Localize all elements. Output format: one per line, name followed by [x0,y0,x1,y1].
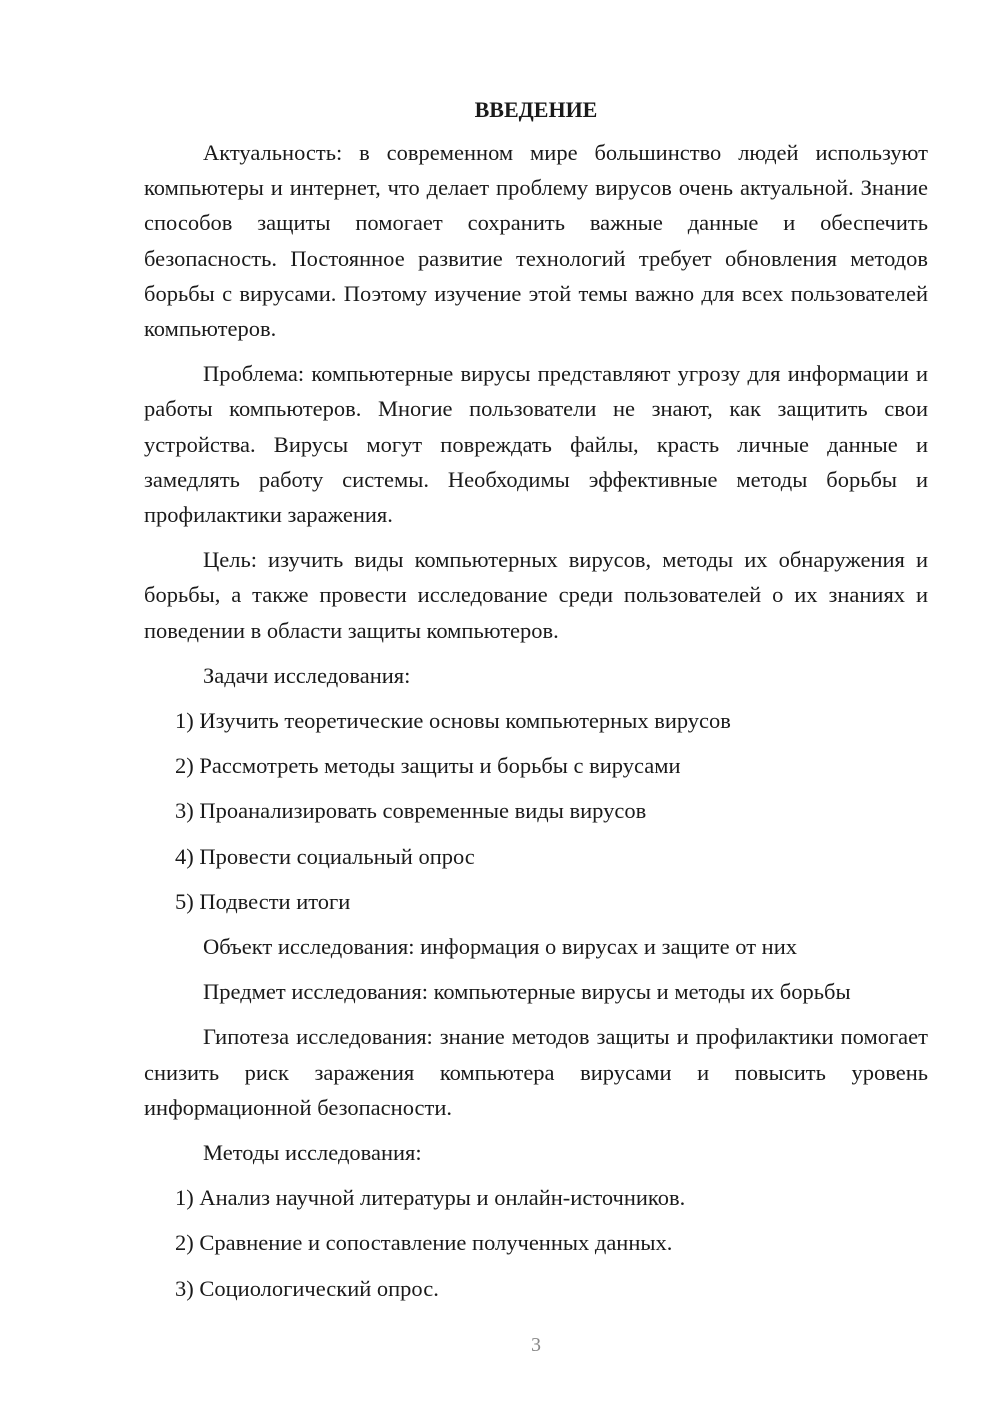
method-item-2: 2) Сравнение и сопоставление полученных данных. [175,1230,673,1256]
methods-heading: Методы исследования: [203,1140,422,1166]
task-item-3: 3) Проанализировать современные виды вирусов [175,798,647,824]
page-content [144,94,928,1316]
page-title: ВВЕДЕНИЕ [474,97,598,122]
method-item-3: 3) Социологический опрос. [175,1275,439,1301]
method-item-1: 1) Анализ научной литературы и онлайн-источников. [175,1185,686,1211]
task-item-5: 5) Подвести итоги [175,888,351,914]
page-number: 3 [531,1334,541,1356]
research-subject: Предмет исследования: компьютерные вирусы и методы их борьбы [203,979,851,1005]
task-item-2: 2) Рассмотреть методы защиты и борьбы с вирусами [175,753,681,779]
research-object: Объект исследования: информация о вирусах и защите от них [203,934,798,960]
relevance-paragraph: Актуальность: в современном мире большинство людей используют компьютеры и интернет, что делает проблему вирусов очень актуальной. Знание способов защиты помогает сохранить важные данные и обеспечить безопасность. Постоянное развитие технологий требует обновления методов борьбы с вирусами. Поэтому изучение этой темы важно для всех пользователей компьютеров. [144,140,928,342]
task-item-1: 1) Изучить теоретические основы компьютерных вирусов [175,708,731,734]
hypothesis-paragraph: Гипотеза исследования: знание методов защиты и профилактики помогает снизить риск заражения компьютера вирусами и повысить уровень информационной безопасности. [144,1024,928,1120]
task-item-4: 4) Провести социальный опрос [175,843,475,869]
problem-paragraph: Проблема: компьютерные вирусы представляют угрозу для информации и работы компьютеров. Многие пользователи не знают, как защитить свои устройства. Вирусы могут повреждать файлы, красть личные данные и замедлять работу системы. Необходимы эффективные методы борьбы и профилактики заражения. [144,361,928,528]
goal-paragraph: Цель: изучить виды компьютерных вирусов, методы их обнаружения и борьбы, а также провести исследование среди пользователей о их знаниях и поведении в области защиты компьютеров. [144,547,928,643]
tasks-heading: Задачи исследования: [203,662,411,688]
